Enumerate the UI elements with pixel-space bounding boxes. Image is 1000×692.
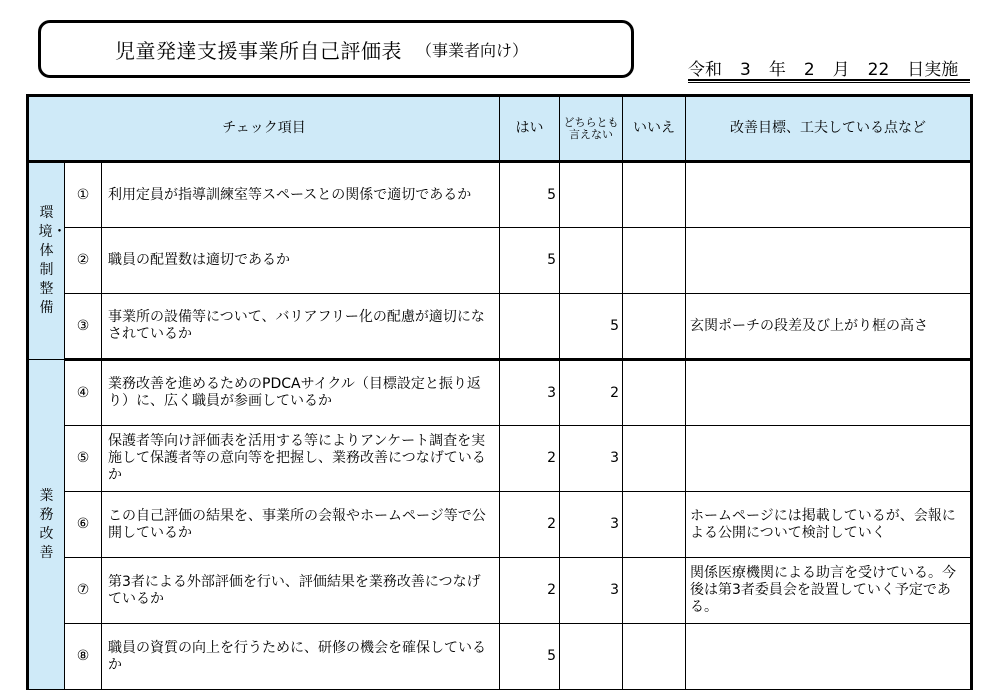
check-item-text: 業務改善を進めるためのPDCAサイクル（目標設定と振り返り）に、広く職員が参画しているか bbox=[102, 360, 500, 426]
table-row bbox=[28, 426, 972, 492]
evaluation-table bbox=[26, 94, 973, 690]
no-count bbox=[623, 492, 686, 558]
neither-count: 5 bbox=[560, 294, 623, 360]
no-count bbox=[623, 558, 686, 624]
header-check-item: チェック項目 bbox=[28, 96, 500, 162]
neither-count: 3 bbox=[560, 558, 623, 624]
header-improvement: 改善目標、工夫している点など bbox=[686, 96, 972, 162]
no-count bbox=[623, 294, 686, 360]
improvement-note: 玄関ポーチの段差及び上がり框の高さ bbox=[686, 294, 972, 360]
item-number: ② bbox=[65, 228, 102, 294]
improvement-note bbox=[686, 426, 972, 492]
date-day-suffix: 日実施 bbox=[907, 60, 959, 77]
date-month-unit: 月 bbox=[832, 60, 850, 77]
yes-count: 3 bbox=[500, 360, 560, 426]
date-day: 22 bbox=[867, 60, 890, 77]
category-business-improvement: 業務改善 bbox=[28, 360, 65, 690]
check-item-text: 職員の資質の向上を行うために、研修の機会を確保しているか bbox=[102, 624, 500, 690]
table-row bbox=[28, 360, 972, 426]
improvement-note: 関係医療機関による助言を受けている。今後は第3者委員会を設置していく予定である。 bbox=[686, 558, 972, 624]
no-count bbox=[623, 426, 686, 492]
date-month: 2 bbox=[803, 60, 815, 77]
neither-count bbox=[560, 228, 623, 294]
date-year-unit: 年 bbox=[768, 60, 786, 77]
neither-count: 3 bbox=[560, 492, 623, 558]
item-number: ⑥ bbox=[65, 492, 102, 558]
date-year: 3 bbox=[740, 60, 751, 77]
table-row bbox=[28, 162, 972, 228]
yes-count bbox=[500, 294, 560, 360]
improvement-note bbox=[686, 228, 972, 294]
yes-count: 2 bbox=[500, 426, 560, 492]
no-count bbox=[623, 360, 686, 426]
improvement-note bbox=[686, 624, 972, 690]
yes-count: 5 bbox=[500, 162, 560, 228]
no-count bbox=[623, 228, 686, 294]
check-item-text: この自己評価の結果を、事業所の会報やホームページ等で公開しているか bbox=[102, 492, 500, 558]
date-underline bbox=[688, 79, 970, 83]
table-row bbox=[28, 294, 972, 360]
item-number: ① bbox=[65, 162, 102, 228]
check-item-text: 第3者による外部評価を行い、評価結果を業務改善につなげているか bbox=[102, 558, 500, 624]
improvement-note bbox=[686, 360, 972, 426]
improvement-note bbox=[686, 162, 972, 228]
table-row bbox=[28, 624, 972, 690]
date-era: 令和 bbox=[688, 60, 722, 77]
neither-count bbox=[560, 624, 623, 690]
header-yes: はい bbox=[500, 96, 560, 162]
yes-count: 5 bbox=[500, 228, 560, 294]
page-subtitle: （事業者向け） bbox=[416, 40, 529, 60]
implementation-date bbox=[688, 55, 1000, 77]
item-number: ⑧ bbox=[65, 624, 102, 690]
header-no: いいえ bbox=[623, 96, 686, 162]
neither-count bbox=[560, 162, 623, 228]
check-item-text: 職員の配置数は適切であるか bbox=[102, 228, 500, 294]
no-count bbox=[623, 162, 686, 228]
header-neither: どちらとも言えない bbox=[560, 96, 623, 162]
neither-count: 3 bbox=[560, 426, 623, 492]
item-number: ⑤ bbox=[65, 426, 102, 492]
check-item-text: 利用定員が指導訓練室等スペースとの関係で適切であるか bbox=[102, 162, 500, 228]
no-count bbox=[623, 624, 686, 690]
yes-count: 2 bbox=[500, 492, 560, 558]
item-number: ⑦ bbox=[65, 558, 102, 624]
table-row bbox=[28, 558, 972, 624]
check-item-text: 事業所の設備等について、バリアフリー化の配慮が適切になされているか bbox=[102, 294, 500, 360]
yes-count: 2 bbox=[500, 558, 560, 624]
yes-count: 5 bbox=[500, 624, 560, 690]
page-title: 児童発達支援事業所自己評価表 bbox=[115, 38, 402, 63]
category-environment: 環境・体制整備 bbox=[28, 162, 65, 360]
neither-count: 2 bbox=[560, 360, 623, 426]
item-number: ④ bbox=[65, 360, 102, 426]
improvement-note: ホームページには掲載しているが、会報による公開について検討していく bbox=[686, 492, 972, 558]
table-row bbox=[28, 228, 972, 294]
item-number: ③ bbox=[65, 294, 102, 360]
check-item-text: 保護者等向け評価表を活用する等によりアンケート調査を実施して保護者等の意向等を把握し、業務改善につなげているか bbox=[102, 426, 500, 492]
table-row bbox=[28, 492, 972, 558]
title-box bbox=[38, 20, 634, 78]
